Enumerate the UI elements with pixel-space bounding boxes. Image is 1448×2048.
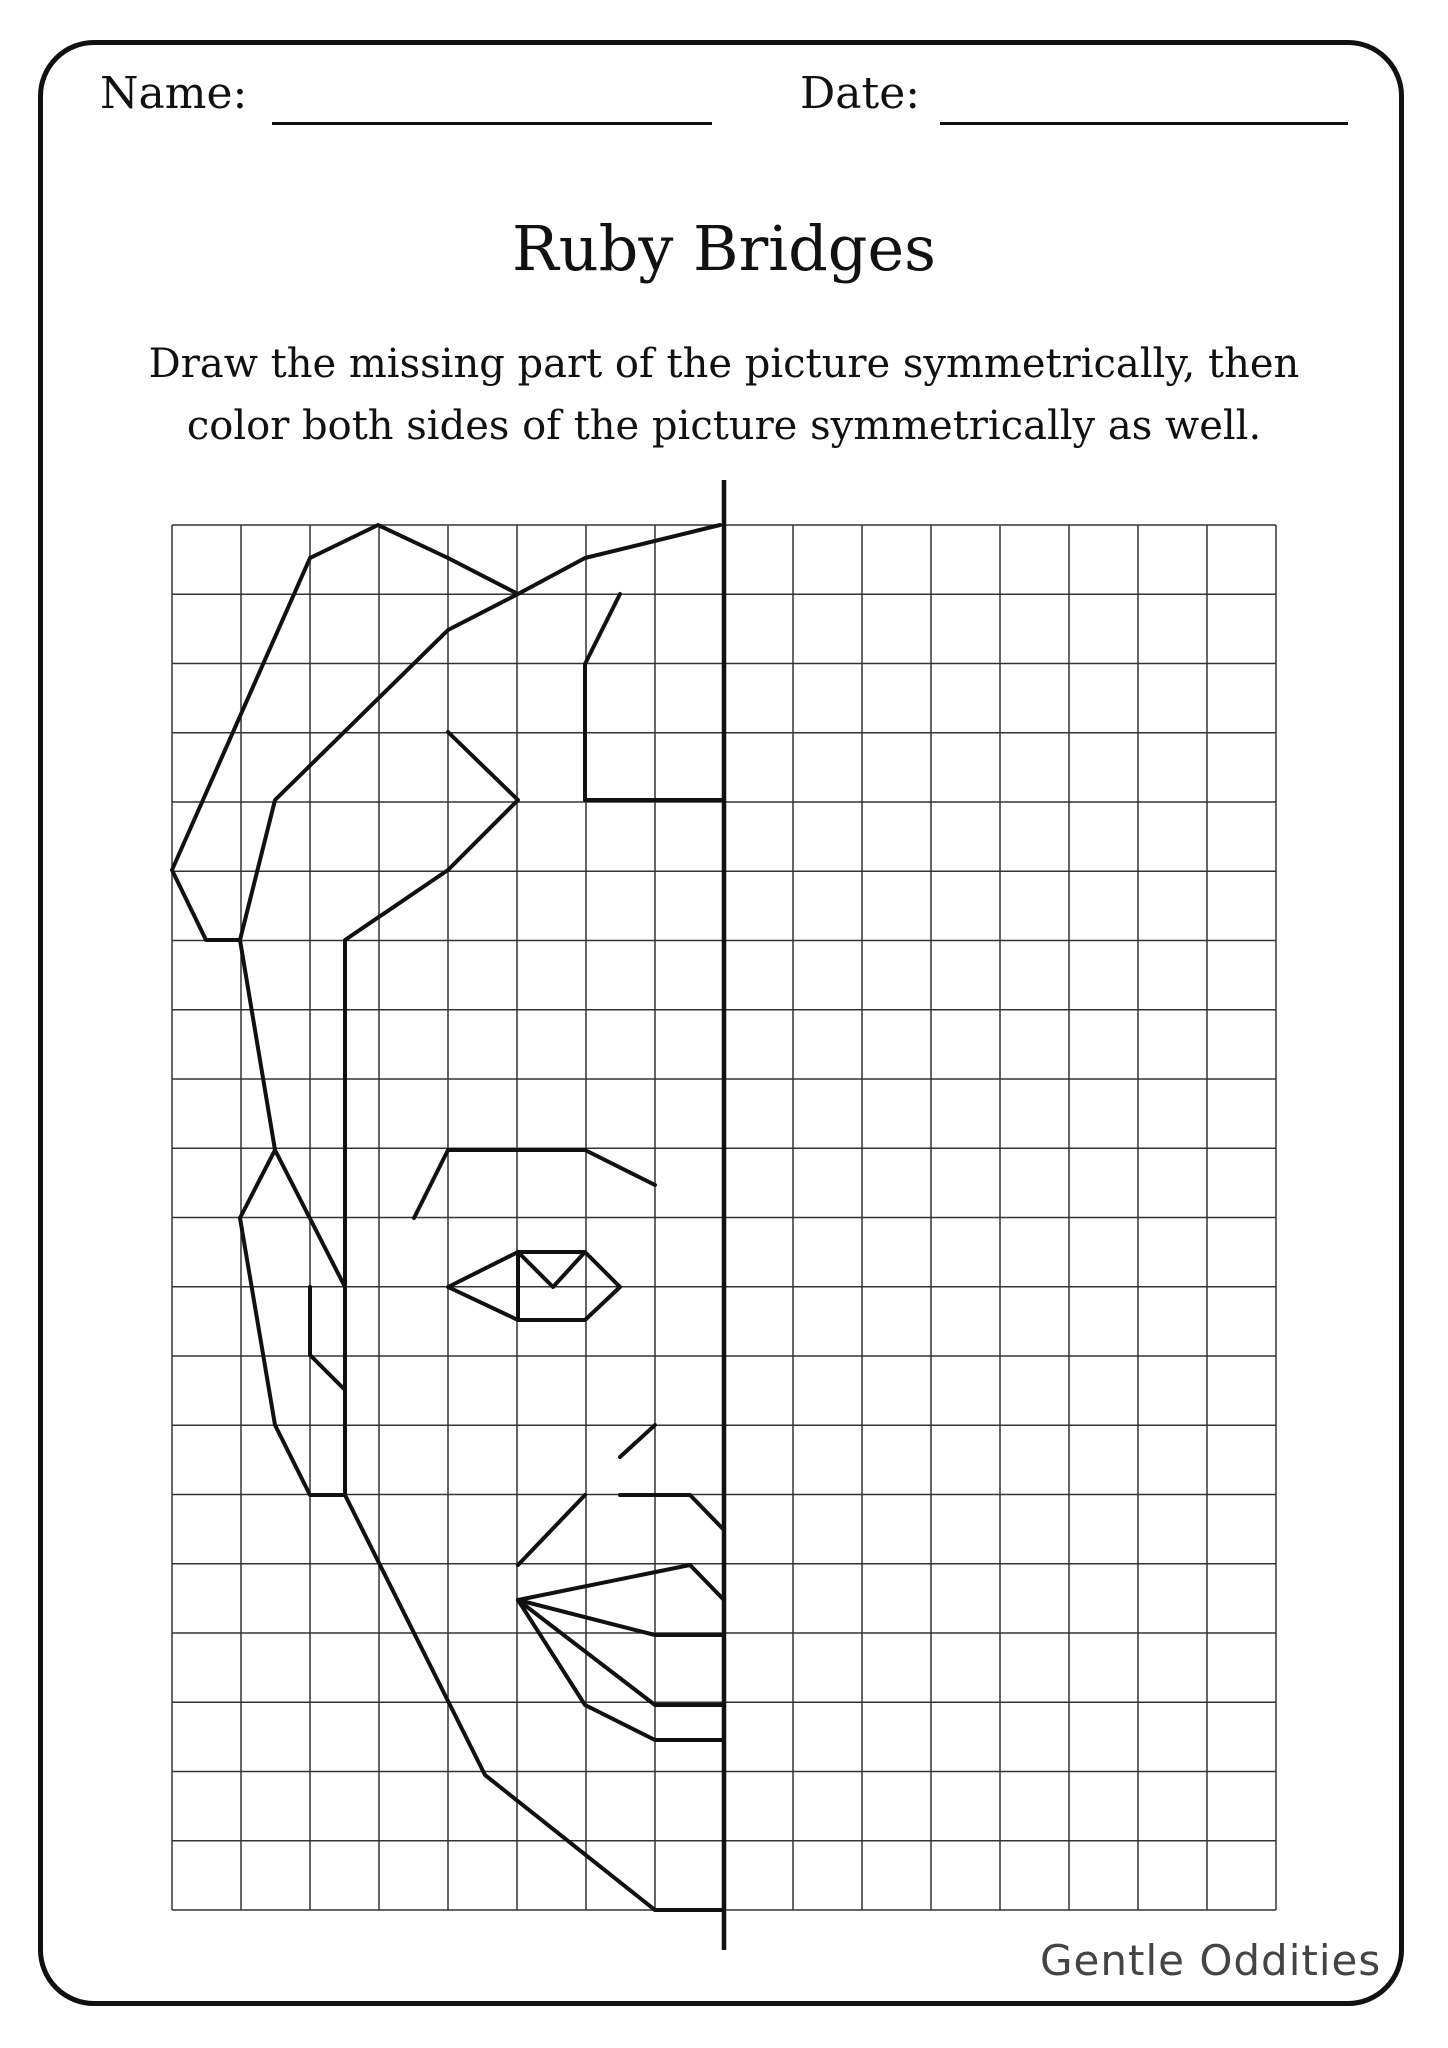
instruction-line-1: Draw the missing part of the picture symmetrically, then: [148, 341, 1300, 387]
nose-tip: [620, 1425, 655, 1457]
nose-bottom: [620, 1495, 724, 1530]
eyebrow: [414, 1150, 655, 1218]
cheek-line: [240, 940, 275, 1150]
lower-lip-inner: [518, 1600, 724, 1705]
instruction-line-2: color both sides of the picture symmetrically as well.: [186, 403, 1262, 449]
lower-lip-outer: [518, 1600, 724, 1740]
eye-lid: [518, 1252, 585, 1287]
ear-inner: [310, 1287, 345, 1390]
upper-lip: [518, 1565, 724, 1600]
hair-front: [345, 732, 518, 1495]
ear: [240, 1150, 345, 1495]
date-label: Date:: [800, 68, 921, 119]
name-label: Name:: [100, 68, 248, 119]
mouth-line: [518, 1600, 724, 1635]
brand-logo: Gentle Oddities: [1040, 1936, 1382, 1985]
nose-side: [518, 1495, 585, 1565]
worksheet-title: Ruby Bridges: [512, 212, 936, 285]
